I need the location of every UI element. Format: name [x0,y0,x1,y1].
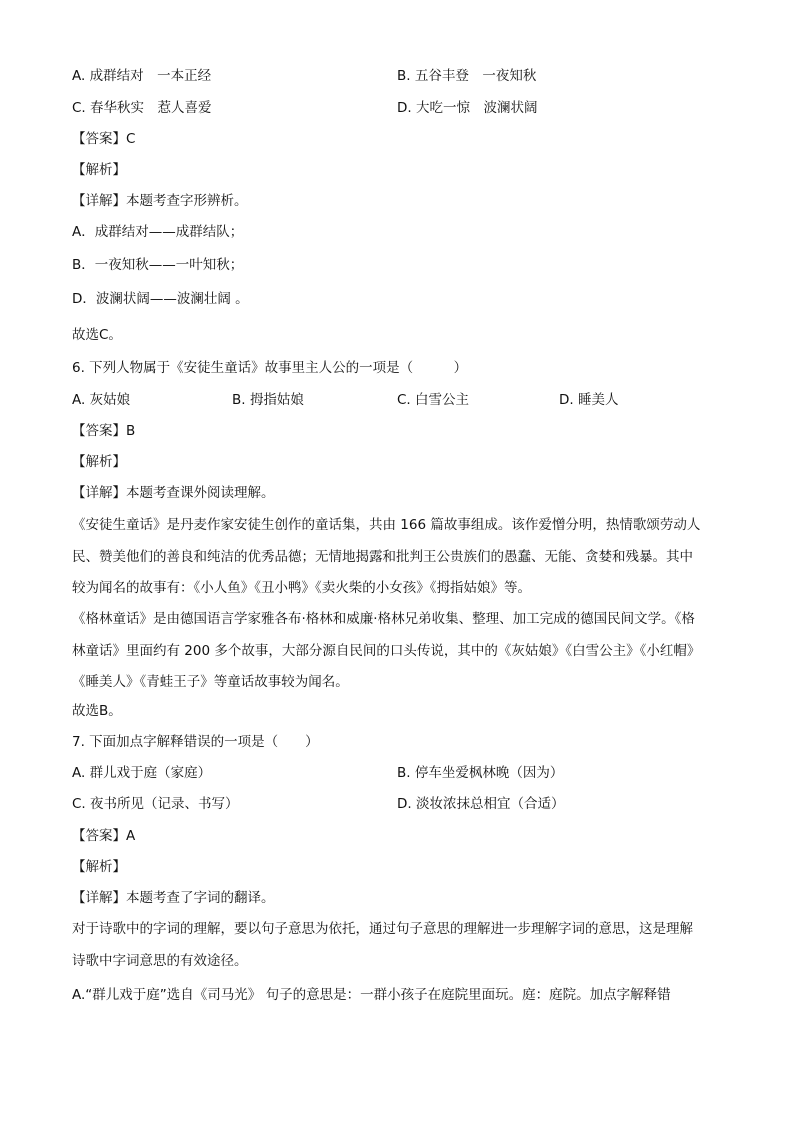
q7-analysis: 【解析】 [72,859,126,875]
q5-explain-b: B．一夜知秋——一叶知秋； [72,257,244,273]
q7-option-c: C. 夜书所见（记录、书写） [72,796,239,812]
q7-detail: 【详解】本题考查了字词的翻译。 [72,890,275,906]
q6-para1-line: 民、赞美他们的善良和纯洁的优秀品德；无情地揭露和批判王公贵族们的愚蠢、无能、贪婪和残暴。其中 [72,548,693,565]
q7-answer: 【答案】A [72,828,136,844]
q6-para2-line: 《睡美人》《青蛙王子》等童话故事较为闻名。 [72,674,349,690]
q5-analysis: 【解析】 [72,162,126,178]
q6-option-a: A. 灰姑娘 [72,392,131,408]
q7-option-d: D. 淡妆浓抹总相宜（合适） [397,796,565,812]
q7-option-a: A. 群儿戏于庭（家庭） [72,765,212,781]
q6-para2-line: 《格林童话》是由德国语言学家雅各布·格林和威廉·格林兄弟收集、整理、加工完成的德国民间文学。《格 [72,611,695,627]
q5-answer: 【答案】C [72,131,136,147]
q7-explain-a: A.“群儿戏于庭”选自《司马光》 句子的意思是：一群小孩子在庭院里面玩。庭：庭院。加点字解释错 [72,987,671,1003]
q5-option-b: B. 五谷丰登 一夜知秋 [397,68,537,84]
q7-para1-line: 诗歌中字词意思的有效途径。 [72,952,248,969]
q5-option-d: D. 大吃一惊 波澜状阔 [397,100,538,116]
q6-para1-line: 较为闻名的故事有：《小人鱼》《丑小鸭》《卖火柴的小女孩》《拇指姑娘》等。 [72,580,531,596]
q7-question: 7. 下面加点字解释错误的一项是（ ） [72,734,319,750]
q6-option-b: B. 拇指姑娘 [232,392,304,408]
q7-para1-line: 对于诗歌中的字词的理解，要以句子意思为依托，通过句子意思的理解进一步理解字词的意思，这是理解 [72,921,693,937]
q5-explain-d: D．波澜状阔——波澜壮阔 。 [72,291,249,307]
q6-detail: 【详解】本题考查课外阅读理解。 [72,485,275,501]
q5-explain-a: A．成群结对——成群结队； [72,224,244,240]
q5-conclusion: 故选C。 [72,327,122,343]
q6-option-d: D. 睡美人 [559,392,619,408]
q7-paragraph-method [72,914,722,977]
q7-option-b: B. 停车坐爱枫林晚（因为） [397,765,564,781]
q6-answer: 【答案】B [72,423,136,439]
q5-option-c: C. 春华秋实 惹人喜爱 [72,100,212,116]
q5-detail: 【详解】本题考查字形辨析。 [72,193,248,209]
q6-paragraph-grimm [72,604,722,699]
q6-analysis: 【解析】 [72,454,126,470]
q5-option-a: A. 成群结对 一本正经 [72,68,212,84]
q6-paragraph-andersen [72,510,722,605]
q6-para1-line: 《安徒生童话》是丹麦作家安徒生创作的童话集，共由 166 篇故事组成。该作爱憎分明，热情歌颂劳动人 [72,517,701,533]
q6-para2-line: 林童话》里面约有 200 多个故事，大部分源自民间的口头传说，其中的《灰姑娘》《白雪公主》《小红帽》 [72,642,701,659]
q6-question: 6. 下列人物属于《安徒生童话》故事里主人公的一项是（ ） [72,360,468,376]
q6-conclusion: 故选B。 [72,703,122,719]
q6-option-c: C. 白雪公主 [397,392,470,408]
